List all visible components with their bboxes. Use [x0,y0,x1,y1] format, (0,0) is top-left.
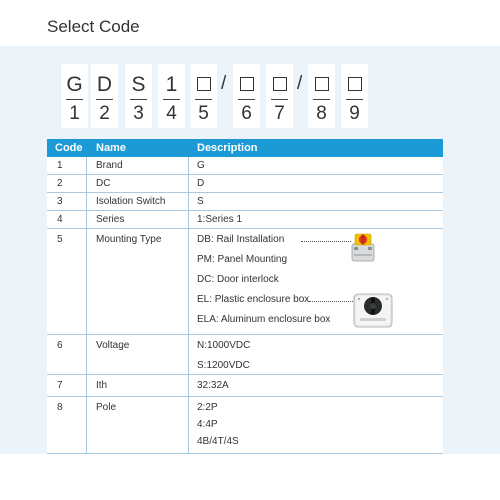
enclosure-switch-image [350,286,396,330]
header-code: Code [55,142,83,154]
code-position: 8 [316,103,327,124]
row-description: 2:2P [197,402,218,413]
header-name: Name [96,142,126,154]
code-position: 9 [349,103,360,124]
row-description: D [197,178,205,189]
code-char: D [96,73,113,96]
code-separator: / [297,73,303,94]
row-description: 4B/4T/4S [197,436,239,447]
code-box-2 [91,64,118,128]
code-position: 4 [166,103,177,124]
row-name: Mounting Type [96,234,162,245]
code-position: 7 [274,103,285,124]
row-description: S:1200VDC [197,360,250,371]
code-box-9 [341,64,368,128]
row-name: Brand [96,160,123,171]
table-row [47,211,443,229]
empty-square-icon [240,77,254,91]
code-boxes [0,64,500,128]
row-name: Ith [96,380,108,391]
row-code: 4 [57,214,63,225]
code-char: G [66,73,83,96]
code-box-3 [125,64,152,128]
row-description: PM: Panel Mounting [197,254,288,265]
code-position: 3 [133,103,144,124]
column-divider [188,157,189,454]
code-box-5 [190,64,217,128]
column-divider [86,157,87,454]
page-title: Select Code [47,17,140,36]
code-separator: / [221,73,227,94]
row-code: 1 [57,160,63,171]
header-description: Description [197,142,258,154]
table-row [47,175,443,193]
row-description: 1:Series 1 [197,214,243,225]
code-box-4 [158,64,185,128]
table-row [47,335,443,375]
row-code: 7 [57,380,63,391]
row-code: 3 [57,196,63,207]
row-description: G [197,160,205,171]
empty-square-icon [197,77,211,91]
code-char: S [131,73,146,96]
row-code: 6 [57,340,63,351]
row-description: ELA: Aluminum enclosure box [197,314,331,325]
table-row [47,193,443,211]
code-position: 1 [69,103,80,124]
code-box-6 [233,64,260,128]
leader-line [301,241,351,242]
row-code: 5 [57,234,63,245]
row-description: 4:4P [197,419,218,430]
row-description: 32:32A [197,380,229,391]
empty-square-icon [348,77,362,91]
code-position: 6 [241,103,252,124]
code-box-1 [61,64,88,128]
code-position: 5 [198,103,209,124]
code-box-8 [308,64,335,128]
row-description: EL: Plastic enclosure box [197,294,310,305]
rail-switch-image [346,230,380,264]
row-name: Voltage [96,340,130,351]
table-row [47,157,443,175]
empty-square-icon [273,77,287,91]
row-code: 2 [57,178,63,189]
table-row [47,375,443,397]
table-header [47,139,443,157]
row-description: DB: Rail Installation [197,234,285,245]
code-char: 1 [165,73,178,96]
code-position: 2 [99,103,110,124]
row-name: DC [96,178,111,189]
row-description: S [197,196,204,207]
row-description: DC: Door interlock [197,274,279,285]
row-name: Pole [96,402,117,413]
row-name: Isolation Switch [96,196,166,207]
row-code: 8 [57,402,63,413]
empty-square-icon [315,77,329,91]
table-row [47,397,443,454]
code-box-7 [266,64,293,128]
row-description: N:1000VDC [197,340,251,351]
row-name: Series [96,214,125,225]
